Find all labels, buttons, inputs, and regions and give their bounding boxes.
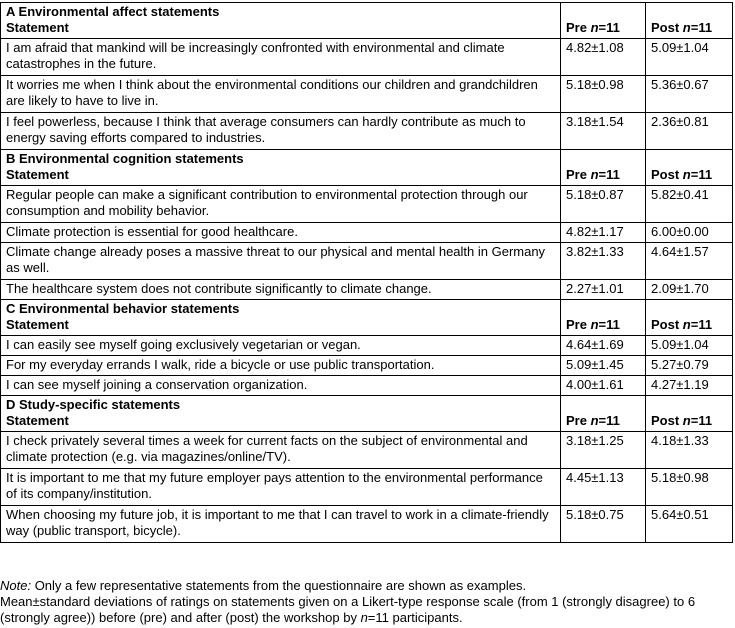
pre-value-cell: 2.27±1.01 [561, 280, 646, 300]
column-header-pre [561, 396, 646, 432]
column-header-pre [561, 150, 646, 186]
section-header [1, 396, 733, 432]
column-header-statement: Statement [6, 20, 69, 35]
column-header-post-label: Post [651, 167, 683, 182]
section-header [1, 150, 733, 186]
statement-cell: Climate protection is essential for good healthcare. [1, 223, 561, 243]
note-text: Only a few representative statements from the questionnaire are shown as examples. [31, 578, 527, 593]
column-header-statement: Statement [6, 167, 69, 182]
column-header-pre-count: =11 [598, 20, 620, 35]
note-desc: Mean±standard deviations of ratings on statements given on a Likert-type response scale (from 1 (strongly disagree) to 6 (strongly agree)) before (pre) and after (post) the workshop by [0, 594, 696, 625]
statement-cell: The healthcare system does not contribute significantly to climate change. [1, 280, 561, 300]
table-row [1, 223, 733, 243]
section-title: A Environmental affect statements [6, 4, 220, 19]
section-title: D Study-specific statements [6, 397, 181, 412]
statement-cell: It is important to me that my future employer pays attention to the environmental performance of its company/institution. [1, 469, 561, 506]
post-value-cell: 5.64±0.51 [646, 506, 733, 543]
pre-value-cell: 4.82±1.17 [561, 223, 646, 243]
column-header-post [646, 300, 733, 336]
post-value-cell: 5.09±1.04 [646, 336, 733, 356]
section-title: C Environmental behavior statements [6, 301, 240, 316]
post-value-cell: 2.36±0.81 [646, 113, 733, 150]
post-value-cell: 4.64±1.57 [646, 243, 733, 280]
column-header-pre-count: =11 [598, 167, 620, 182]
column-header-post-count: =11 [690, 20, 713, 35]
statement-cell: I can easily see myself going exclusively vegetarian or vegan. [1, 336, 561, 356]
note-line-2 [0, 594, 732, 626]
column-header-pre [561, 300, 646, 336]
statement-cell: Climate change already poses a massive threat to our physical and mental health in Germany as well. [1, 243, 561, 280]
statement-cell: I am afraid that mankind will be increasingly confronted with environmental and climate catastrophes in the future. [1, 39, 561, 76]
column-header-pre-label: Pre [566, 413, 591, 428]
post-value-cell: 4.18±1.33 [646, 432, 733, 469]
column-header-post-label: Post [651, 317, 683, 332]
pre-value-cell: 3.18±1.25 [561, 432, 646, 469]
column-header-pre-n: n [590, 20, 599, 35]
table-row [1, 280, 733, 300]
results-table [0, 2, 733, 543]
pre-value-cell: 5.18±0.75 [561, 506, 646, 543]
column-header-pre-count: =11 [598, 413, 620, 428]
statement-cell: I can see myself joining a conservation organization. [1, 376, 561, 396]
post-value-cell: 5.18±0.98 [646, 469, 733, 506]
pre-value-cell: 4.64±1.69 [561, 336, 646, 356]
post-value-cell: 4.27±1.19 [646, 376, 733, 396]
note-n: n [360, 610, 368, 625]
column-header-post-count: =11 [690, 317, 713, 332]
note-desc-end: =11 participants. [367, 610, 463, 625]
column-header-post-n: n [682, 20, 691, 35]
statement-cell: I check privately several times a week for current facts on the subject of environmental and climate protection (e.g. via magazines/online/TV). [1, 432, 561, 469]
column-header-post-count: =11 [690, 413, 713, 428]
column-header-pre-n: n [590, 413, 599, 428]
statement-cell: When choosing my future job, it is important to me that I can travel to work in a climate-friendly way (public transport, bicycle). [1, 506, 561, 543]
section-header [1, 300, 733, 336]
column-header-statement: Statement [6, 413, 69, 428]
table-row [1, 186, 733, 223]
table-row [1, 469, 733, 506]
section-header-cell [1, 150, 561, 186]
statement-cell: It worries me when I think about the environmental conditions our children and grandchildren are likely to have to live in. [1, 76, 561, 113]
column-header-pre-n: n [590, 167, 599, 182]
column-header-post [646, 150, 733, 186]
column-header-pre [561, 3, 646, 39]
statement-cell: I feel powerless, because I think that average consumers can hardly contribute as much to energy saving efforts compared to industries. [1, 113, 561, 150]
column-header-post-n: n [682, 167, 691, 182]
note-label: Note: [0, 578, 32, 593]
pre-value-cell: 5.18±0.98 [561, 76, 646, 113]
pre-value-cell: 5.18±0.87 [561, 186, 646, 223]
table-row [1, 376, 733, 396]
pre-value-cell: 4.00±1.61 [561, 376, 646, 396]
table-row [1, 76, 733, 113]
note-line-1 [0, 578, 732, 594]
table-row [1, 39, 733, 76]
post-value-cell: 5.27±0.79 [646, 356, 733, 376]
column-header-pre-label: Pre [566, 317, 591, 332]
table-row [1, 506, 733, 543]
pre-value-cell: 4.82±1.08 [561, 39, 646, 76]
column-header-pre-label: Pre [566, 20, 591, 35]
post-value-cell: 5.82±0.41 [646, 186, 733, 223]
statement-cell: Regular people can make a significant contribution to environmental protection through our consumption and mobility behavior. [1, 186, 561, 223]
pre-value-cell: 5.09±1.45 [561, 356, 646, 376]
section-header [1, 3, 733, 39]
post-value-cell: 5.36±0.67 [646, 76, 733, 113]
post-value-cell: 2.09±1.70 [646, 280, 733, 300]
column-header-post [646, 3, 733, 39]
column-header-post-count: =11 [690, 167, 713, 182]
table-note [0, 578, 732, 626]
pre-value-cell: 3.18±1.54 [561, 113, 646, 150]
column-header-pre-n: n [590, 317, 599, 332]
column-header-post [646, 396, 733, 432]
pre-value-cell: 4.45±1.13 [561, 469, 646, 506]
section-header-cell [1, 396, 561, 432]
section-header-cell [1, 3, 561, 39]
column-header-post-label: Post [651, 20, 683, 35]
column-header-pre-label: Pre [566, 167, 591, 182]
pre-value-cell: 3.82±1.33 [561, 243, 646, 280]
column-header-post-label: Post [651, 413, 683, 428]
table-row [1, 432, 733, 469]
column-header-post-n: n [682, 413, 691, 428]
statement-cell: For my everyday errands I walk, ride a bicycle or use public transportation. [1, 356, 561, 376]
column-header-post-n: n [682, 317, 691, 332]
table-row [1, 356, 733, 376]
post-value-cell: 5.09±1.04 [646, 39, 733, 76]
column-header-pre-count: =11 [598, 317, 620, 332]
section-title: B Environmental cognition statements [6, 151, 244, 166]
column-header-statement: Statement [6, 317, 69, 332]
post-value-cell: 6.00±0.00 [646, 223, 733, 243]
table-row [1, 113, 733, 150]
table-row [1, 336, 733, 356]
table-row [1, 243, 733, 280]
section-header-cell [1, 300, 561, 336]
